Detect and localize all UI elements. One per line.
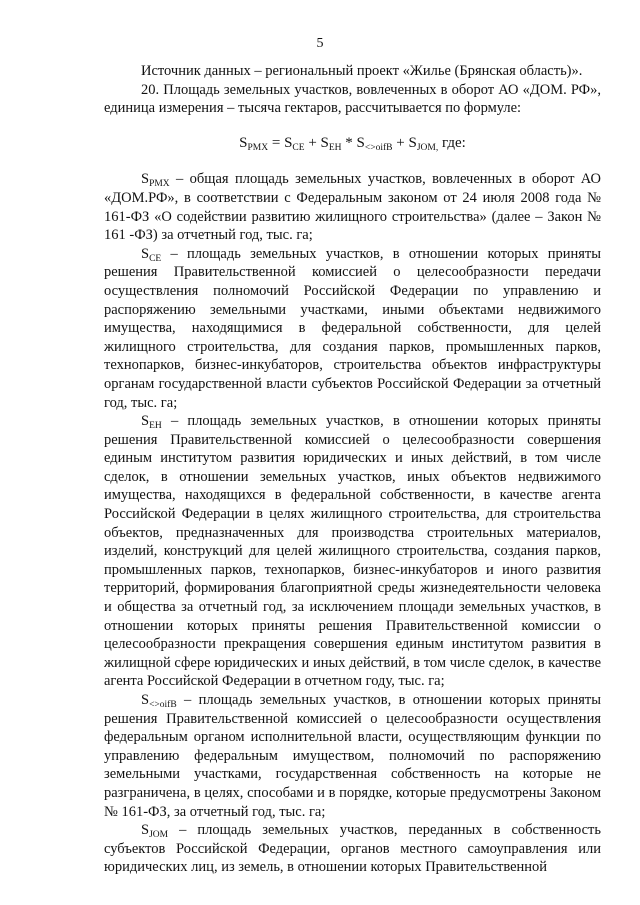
formula-s1: S: [239, 134, 248, 151]
formula-s5: S: [408, 134, 417, 151]
formula-s2: S: [284, 134, 293, 151]
formula-tail: где:: [438, 134, 466, 151]
def-symbol: S: [141, 413, 150, 430]
def-subscript: РМХ: [149, 179, 170, 190]
definition-ce: [104, 245, 601, 412]
def-symbol: S: [141, 245, 150, 262]
source-line: Источник данных – региональный проект «Жилье (Брянская область)».: [141, 63, 583, 79]
def-subscript: СЕ: [149, 253, 162, 264]
def-text: – площадь земельных участков, в отношении которых приняты решения Правительственной комиссией о целесообразности передачи осуществления полномочий Российской Федерации по управлению и распоряжению земельными участками, иными объектами недвижимого имущества, находящимися в федеральной собственности, для целей жилищного строительства, для создания парков, промышленных парков, технопарков, бизнес-инкубаторов, строительства объектов инфраструктуры органам государственной власти субъектов Российской Федерации за отчетный год, тыс. га;: [104, 245, 601, 411]
definition-oif: [104, 691, 601, 821]
formula-sub-ce: СЕ: [292, 142, 305, 153]
definition-jom: [104, 821, 601, 877]
def-subscript: JOM: [149, 830, 169, 841]
def-symbol: S: [141, 822, 150, 839]
formula-eq: =: [268, 134, 285, 151]
formula-plus1: +: [304, 134, 321, 151]
document-body: [104, 62, 601, 877]
formula-sub-eh: ЕН: [328, 142, 342, 153]
def-text: – общая площадь земельных участков, вовлеченных в оборот АО «ДОМ.РФ», в соответствии с Федеральным законом от 24 июля 2008 года № 161-ФЗ «О содействии развитию жилищного строительства» (далее – Закон № 161 -ФЗ) за отчетный год, тыс. га;: [104, 171, 601, 244]
formula-sub-oif: <>oifВ: [364, 142, 393, 153]
formula-plus2: +: [392, 134, 409, 151]
def-text: – площадь земельных участков, переданных в собственность субъектов Российской Федерации, органов местного самоуправления или юридических лиц, из земель, в отношении которых Правительственной: [104, 822, 601, 876]
def-subscript: <>oifВ: [149, 700, 177, 710]
def-symbol: S: [141, 692, 150, 708]
formula-mult: *: [341, 134, 357, 151]
definition-total: [104, 170, 601, 244]
formula: [104, 134, 601, 153]
formula-s3: S: [320, 134, 329, 151]
def-text: – площадь земельных участков, в отношении которых приняты решения Правительственной комиссией о целесообразности осуществления федеральным органом исполнительной власти, осуществляющим функции по управлению федеральным имуществом, полномочий по распоряжению земельными участками, государственная собственность на которые не разграничена, в целях, способами и в порядке, которые предусмотрены Законом № 161-ФЗ, за отчетный год, тыс. га;: [104, 692, 601, 820]
def-subscript: ЕН: [149, 421, 162, 432]
formula-sub-jom: JOM,: [416, 142, 439, 153]
def-symbol: S: [141, 171, 150, 188]
page-number: 5: [316, 36, 324, 51]
formula-s4: S: [356, 134, 365, 151]
paragraph-20: 20. Площадь земельных участков, вовлеченных в оборот АО «ДОМ. РФ», единица измерения – тысяча гектаров, рассчитывается по формуле:: [104, 81, 601, 117]
formula-sub-total: РМХ: [247, 142, 269, 153]
definition-eh: [104, 412, 601, 691]
def-text: – площадь земельных участков, в отношении которых приняты решения Правительственной комиссией о целесообразности совершения единым институтом развития юридических и иных действий, в том числе сделок, в отношении земельных участков, иных объектов недвижимого имущества, находящихся в федеральной собственности, в качестве агента Российской Федерации в целях жилищного строительства, для строительства объектов, предназначенных для производства строительных материалов, изделий, конструкций для целей жилищного строительства, создания парков, промышленных парков, технопарков, бизнес-инкубаторов и иного развития территорий, формирования благоприятной среды жизнедеятельности человека и общества за отчетный год, за исключением площади земельных участков, в отношении которых приняты решения Правительственной комиссии о целесообразности прекращения совершения единым институтом развития в жилищной сфере юридических и иных действий, в том числе сделок, в качестве агента Российской Федерации в отчетном году, тыс. га;: [104, 413, 601, 690]
